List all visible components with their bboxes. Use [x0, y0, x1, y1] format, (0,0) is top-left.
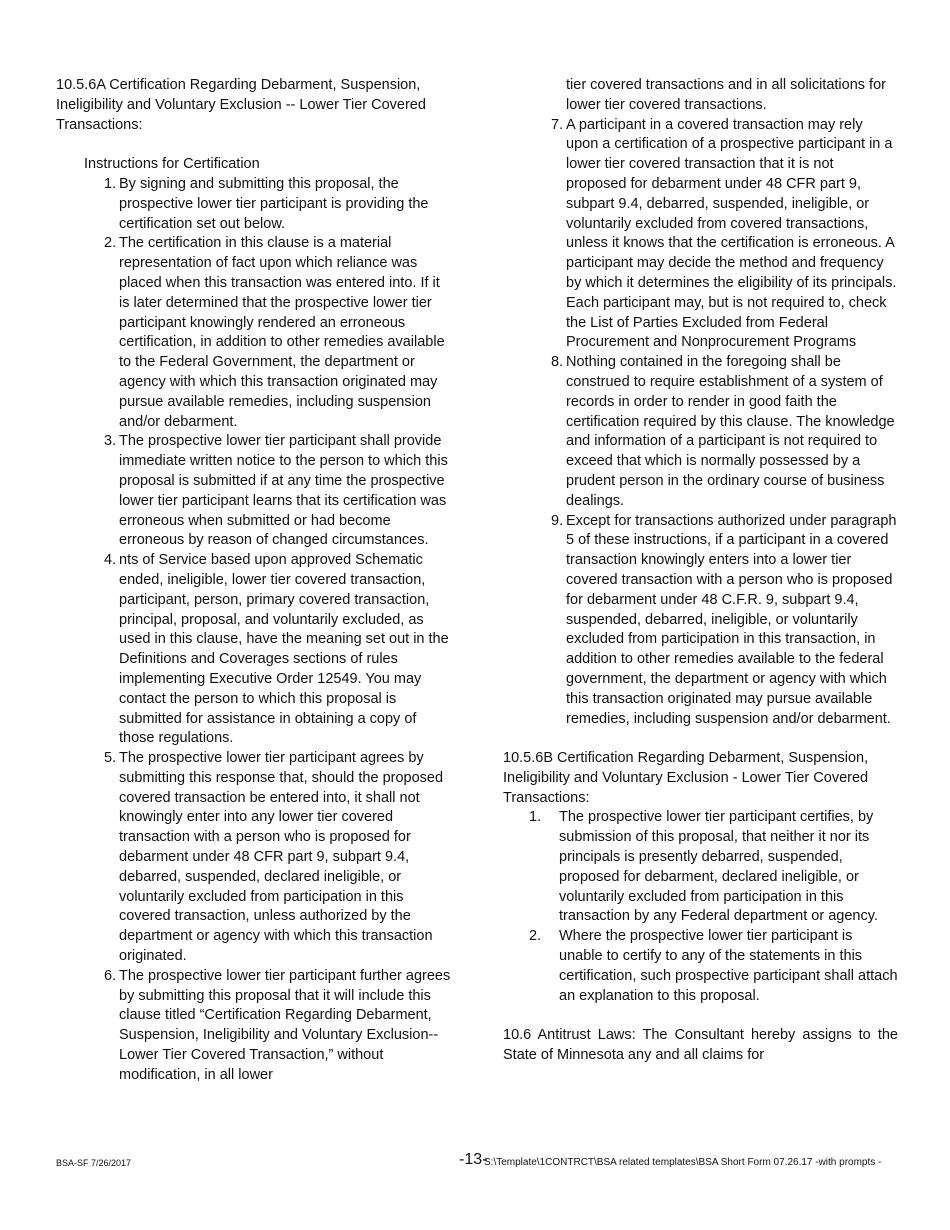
- list-item-number: 1.: [529, 809, 542, 826]
- page-footer: [56, 1151, 950, 1173]
- list-item-number: 8.: [551, 354, 564, 371]
- list-item-number: 2.: [104, 235, 117, 252]
- section-antitrust-laws: 10.6 Antitrust Laws: The Consultant hereby assigns to the State of Minnesota any and all claims for: [503, 1027, 898, 1064]
- list-item-number: 6.: [104, 967, 117, 984]
- spacer: [56, 135, 451, 155]
- list-item: [503, 512, 898, 730]
- list-item-text: Nothing contained in the foregoing shall be construed to require establishment of a system of records in order to render in good faith the certification required by this clause. The knowledge and information of a participant is not required to exceed that which is normally possessed by a prudent person in the ordinary course of business dealings.: [566, 354, 895, 509]
- instructions-list: [56, 175, 451, 1086]
- section-heading-10-5-6b: 10.5.6B Certification Regarding Debarment, Suspension, Ineligibility and Voluntary Exclusion - Lower Tier Covered Transactions:: [503, 750, 869, 806]
- list-item-number: 9.: [551, 512, 564, 529]
- left-column: [56, 76, 451, 1086]
- list-item-text: The prospective lower tier participant further agrees by submitting this proposal that it will include this clause titled “Certification Regarding Debarment, Suspension, Ineligibility and Voluntary Exclusion--Lower Tier Covered Transaction,” without modification, in all lower: [119, 967, 451, 1083]
- list-item: [56, 234, 451, 432]
- list-item-text: The prospective lower tier participant shall provide immediate written notice to the person to which this proposal is submitted if at any time the prospective lower tier participant learns that its certification was erroneous when submitted or had become erroneous by reason of changed circumstances.: [119, 433, 448, 549]
- list-item-text: Except for transactions authorized under paragraph 5 of these instructions, if a participant in a covered transaction knowingly enters into a lower tier covered transaction with a person who is proposed for debarment under 48 C.F.R. 9, subpart 9.4, suspended, debarred, ineligible, or voluntarily excluded from participation in this transaction, in addition to other remedies available to the federal government, the department or agency with which this transaction originated may pursue available remedies, including suspension and/or debarment.: [566, 512, 897, 727]
- list-item-text: The prospective lower tier participant certifies, by submission of this proposal, that neither it nor its principals is presently debarred, suspended, proposed for debarment, declared ineligible, or voluntarily excluded from participation in this transaction by any Federal department or agency.: [559, 809, 878, 925]
- list-item-number: 1.: [104, 175, 117, 192]
- list-item: [56, 551, 451, 749]
- list-item: [503, 927, 898, 1006]
- spacer: [503, 729, 898, 749]
- list-item-text: The prospective lower tier participant agrees by submitting this response that, should the proposed covered transaction be entered into, it shall not knowingly enter into any lower tier covered transaction with a person who is proposed for debarment under 48 CFR part 9, subpart 9.4, debarred, suspended, declared ineligible, or voluntarily excluded from participation in this covered transaction, unless authorized by the department or agency with which this transaction originated.: [119, 750, 444, 965]
- form-id: BSA-SF 7/26/2017: [56, 1158, 132, 1168]
- list-item-number: 5.: [104, 750, 117, 767]
- list-item: [56, 749, 451, 967]
- section-heading-10-5-6a: 10.5.6A Certification Regarding Debarment, Suspension, Ineligibility and Voluntary Exclusion -- Lower Tier Covered Transactions:: [56, 77, 426, 133]
- file-path: S:\Template\1CONTRCT\BSA related templates\BSA Short Form 07.26.17 -with prompts -: [484, 1157, 882, 1168]
- instructions-title: Instructions for Certification: [84, 156, 260, 173]
- list-item-number: 7.: [551, 116, 564, 133]
- list-item-number: 3.: [104, 433, 117, 450]
- spacer: [503, 1006, 898, 1026]
- list-item: [503, 808, 898, 927]
- certification-list: [503, 808, 898, 1006]
- list-item-number: 4.: [104, 552, 117, 569]
- list-item-text: The certification in this clause is a material representation of fact upon which reliance was placed when this transaction was entered into. If it is later determined that the prospective lower tier participant knowingly rendered an erroneous certification, in addition to other remedies available to the Federal Government, the department or agency with which this transaction originated may pursue available remedies, including suspension and/or debarment.: [119, 235, 445, 430]
- list-item-number: 2.: [529, 928, 542, 945]
- list-continuation: tier covered transactions and in all solicitations for lower tier covered transactions.: [566, 77, 886, 113]
- list-item: [503, 116, 898, 354]
- list-item: [56, 967, 451, 1086]
- list-item-text: A participant in a covered transaction may rely upon a certification of a prospective participant in a lower tier covered transaction that it is not proposed for debarment under 48 CFR part 9, subpart 9.4, debarred, suspended, ineligible, or voluntarily excluded from covered transactions, unless it knows that the certification is erroneous. A participant may decide the method and frequency by which it determines the eligibility of its principals. Each participant may, but is not required to, check the List of Parties Excluded from Federal Procurement and Nonprocurement Programs: [566, 116, 897, 351]
- right-column: [503, 76, 898, 1066]
- list-item: [56, 175, 451, 234]
- list-item: [56, 432, 451, 551]
- list-item-text: By signing and submitting this proposal, the prospective lower tier participant is providing the certification set out below.: [119, 175, 429, 232]
- list-item-text: nts of Service based upon approved Schematic ended, ineligible, lower tier covered transaction, participant, person, primary covered transaction, principal, proposal, and voluntarily excluded, as used in this clause, have the meaning set out in the Definitions and Coverages sections of rules implementing Executive Order 12549. You may contact the person to which this proposal is submitted for assistance in obtaining a copy of those regulations.: [119, 552, 449, 747]
- page-number: -13-: [459, 1151, 488, 1168]
- list-item-text: Where the prospective lower tier participant is unable to certify to any of the statements in this certification, such prospective participant shall attach an explanation to this proposal.: [559, 928, 898, 1004]
- instructions-list-continued: [503, 116, 898, 730]
- list-item: [503, 353, 898, 511]
